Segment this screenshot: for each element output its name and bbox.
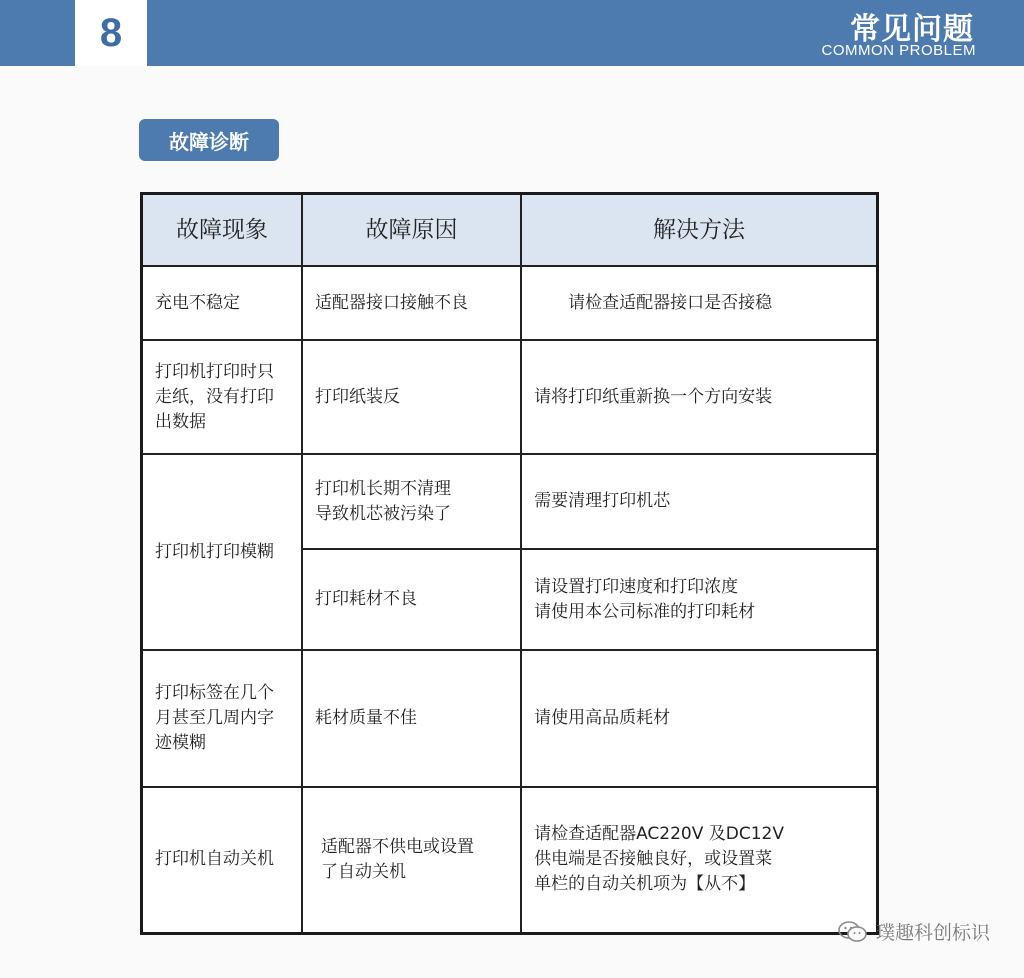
table-row — [142, 787, 878, 933]
symptom-cell — [142, 454, 302, 650]
cause-line: 打印纸装反 — [314, 386, 400, 407]
table-row — [142, 454, 878, 549]
page-subtitle: COMMON PROBLEM — [821, 42, 976, 59]
symptom-line: 打印机自动关机 — [155, 849, 274, 870]
table-row — [142, 340, 878, 454]
page-title: 常见问题 — [850, 12, 974, 47]
symptom-cell — [142, 266, 302, 340]
watermark — [838, 918, 990, 945]
symptom-line: 月甚至几周内字 — [155, 708, 274, 728]
solution-cell — [521, 266, 877, 340]
solution-cell — [521, 549, 877, 650]
symptom-line: 充电不稳定 — [155, 292, 240, 313]
symptom-line: 打印标签在几个 — [155, 683, 274, 703]
solution-cell — [521, 650, 877, 787]
table-header-row — [142, 194, 878, 267]
table-row — [142, 266, 878, 340]
solution-line: 请检查适配器AC220V 及DC12V — [534, 824, 784, 845]
symptom-line: 打印机打印时只 — [155, 361, 274, 382]
symptom-line: 打印机打印模糊 — [155, 541, 274, 562]
cause-line: 适配器接口接触不良 — [314, 292, 468, 313]
wechat-icon — [838, 921, 868, 943]
cause-line: 打印机长期不清理 — [314, 478, 451, 499]
cause-cell — [302, 266, 521, 340]
table-row — [142, 650, 878, 787]
header-symptom: 故障现象 — [142, 194, 302, 267]
symptom-cell — [142, 340, 302, 454]
cause-cell — [302, 549, 521, 650]
solution-line: 单栏的自动关机项为【从不】 — [534, 874, 756, 895]
page-number: 8 — [99, 10, 123, 55]
solution-line: 供电端是否接触良好，或设置菜 — [534, 849, 773, 870]
cause-line: 了自动关机 — [320, 861, 406, 882]
symptom-cell — [142, 787, 302, 933]
header-solution: 解决方法 — [521, 194, 877, 267]
solution-line: 请使用本公司标准的打印耗材 — [534, 601, 756, 622]
solution-line: 请使用高品质耗材 — [534, 708, 671, 728]
cause-cell — [302, 650, 521, 787]
cause-cell — [302, 340, 521, 454]
cause-line: 打印耗材不良 — [314, 589, 417, 609]
symptom-line: 走纸，没有打印 — [155, 386, 274, 407]
cause-cell — [302, 787, 521, 933]
solution-cell — [521, 340, 877, 454]
solution-line: 请将打印纸重新换一个方向安装 — [534, 386, 773, 407]
cause-cell — [302, 454, 521, 549]
fault-diagnosis-table — [140, 192, 879, 935]
cause-line: 适配器不供电或设置 — [320, 836, 474, 857]
cause-line: 耗材质量不佳 — [314, 708, 417, 728]
section-label: 故障诊断 — [139, 119, 279, 161]
symptom-cell — [142, 650, 302, 787]
solution-line: 请设置打印速度和打印浓度 — [534, 576, 739, 597]
solution-cell — [521, 787, 877, 933]
header-cause: 故障原因 — [302, 194, 521, 267]
solution-line: 需要清理打印机芯 — [534, 491, 671, 511]
symptom-line: 迹模糊 — [155, 733, 206, 753]
solution-cell — [521, 454, 877, 549]
page-number-box — [75, 0, 147, 66]
watermark-text: 璞趣科创标识 — [875, 922, 990, 944]
symptom-line: 出数据 — [155, 411, 206, 432]
solution-line: 请检查适配器接口是否接稳 — [568, 292, 773, 313]
cause-line: 导致机芯被污染了 — [314, 503, 451, 524]
